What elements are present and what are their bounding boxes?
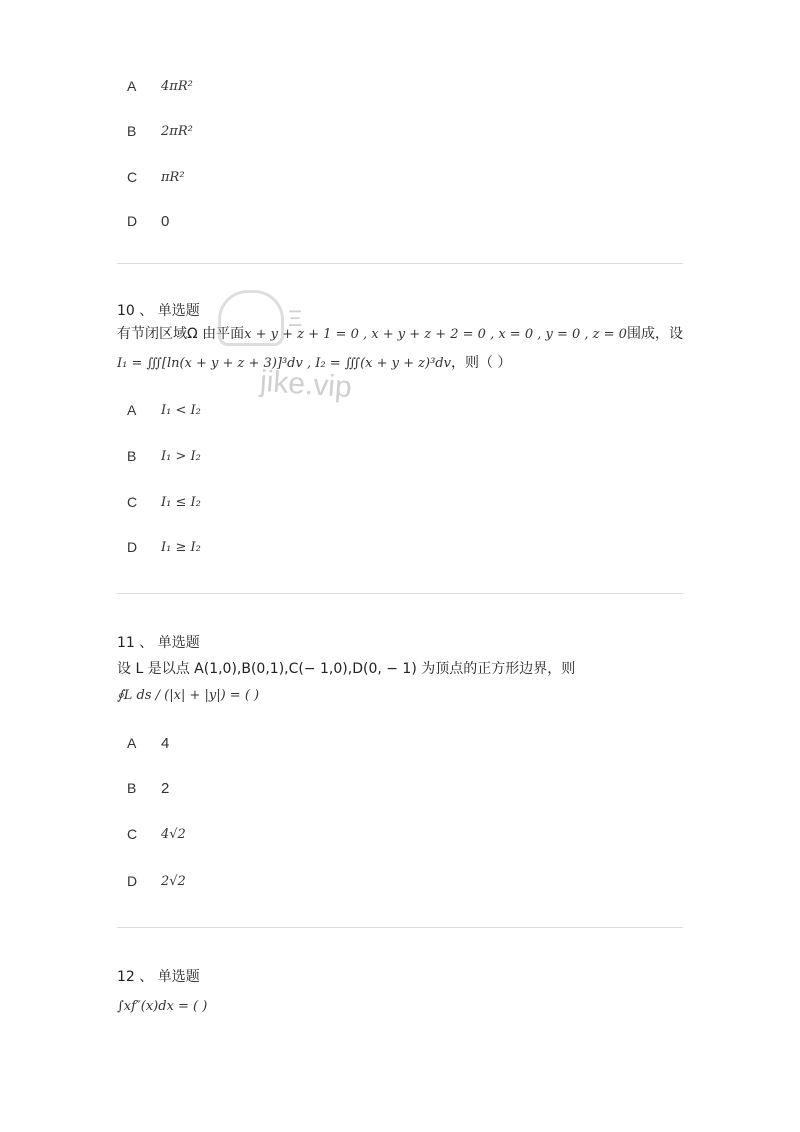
option-letter: A <box>127 78 137 94</box>
option-letter: C <box>127 494 138 510</box>
q10-header: 10 、 单选题 <box>117 303 200 319</box>
option-value: 4 <box>161 734 170 752</box>
option-letter: D <box>127 213 138 229</box>
option-value: 2√2 <box>161 873 186 889</box>
watermark <box>218 290 418 420</box>
q10-stem-suffix: 围成，设 <box>626 326 683 342</box>
option-value: 2πR² <box>161 123 193 139</box>
q10-stem-math: x + y + z + 1 = 0 , x + y + z + 2 = 0 , x = 0 , y = 0 , z = 0 <box>244 327 627 342</box>
divider <box>117 263 683 264</box>
q9-option-d[interactable] <box>127 209 169 233</box>
option-value: 0 <box>161 212 170 230</box>
option-value: I₁ ≥ I₂ <box>161 539 201 555</box>
q11-option-d[interactable] <box>127 869 186 893</box>
q10-option-b[interactable] <box>127 444 201 468</box>
option-letter: B <box>127 448 137 464</box>
q12-header: 12 、 单选题 <box>117 969 200 985</box>
q10-integral-math: I₁ = ∭[ln(x + y + z + 3)]³dv , I₂ = ∭(x + y + z)³dv <box>117 356 451 371</box>
option-value: I₁ ≤ I₂ <box>161 494 201 510</box>
q11-integral: ∮L ds / (|x| + |y|) = ( ) <box>117 688 260 703</box>
option-value: πR² <box>161 169 185 185</box>
option-letter: A <box>127 735 137 751</box>
q12-integral: ∫xf″(x)dx = ( ) <box>117 999 208 1014</box>
watermark-text: jike.vip <box>258 364 353 405</box>
q9-option-a[interactable] <box>127 74 193 98</box>
option-value: 4πR² <box>161 78 193 94</box>
option-value: 4√2 <box>161 826 186 842</box>
option-letter: B <box>127 780 137 796</box>
option-value: I₁ < I₂ <box>161 402 201 418</box>
option-value: I₁ > I₂ <box>161 448 201 464</box>
option-letter: D <box>127 539 138 555</box>
watermark-panda-icon <box>218 290 284 346</box>
q11-option-b[interactable] <box>127 776 169 800</box>
q11-option-c[interactable] <box>127 822 186 846</box>
q10-option-d[interactable] <box>127 535 201 559</box>
q10-option-a[interactable] <box>127 398 201 422</box>
divider <box>117 593 683 594</box>
q11-stem-line1: 设 L 是以点 A(1,0),B(0,1),C(− 1,0),D(0, − 1) 为顶点的正方形边界，则 <box>117 661 576 677</box>
watermark-small-text: Ξ <box>288 306 303 331</box>
option-letter: C <box>127 826 138 842</box>
q11-option-a[interactable] <box>127 731 169 755</box>
q10-stem-suffix2: ，则（ ） <box>450 355 512 371</box>
q11-header: 11 、 单选题 <box>117 635 200 651</box>
q10-option-c[interactable] <box>127 490 201 514</box>
option-letter: A <box>127 402 137 418</box>
q9-option-c[interactable] <box>127 165 185 189</box>
q10-stem-prefix: 有节闭区域Ω 由平面 <box>117 326 245 342</box>
option-value: 2 <box>161 779 170 797</box>
option-letter: C <box>127 169 138 185</box>
q9-option-b[interactable] <box>127 119 193 143</box>
option-letter: D <box>127 873 138 889</box>
divider <box>117 927 683 928</box>
option-letter: B <box>127 123 137 139</box>
